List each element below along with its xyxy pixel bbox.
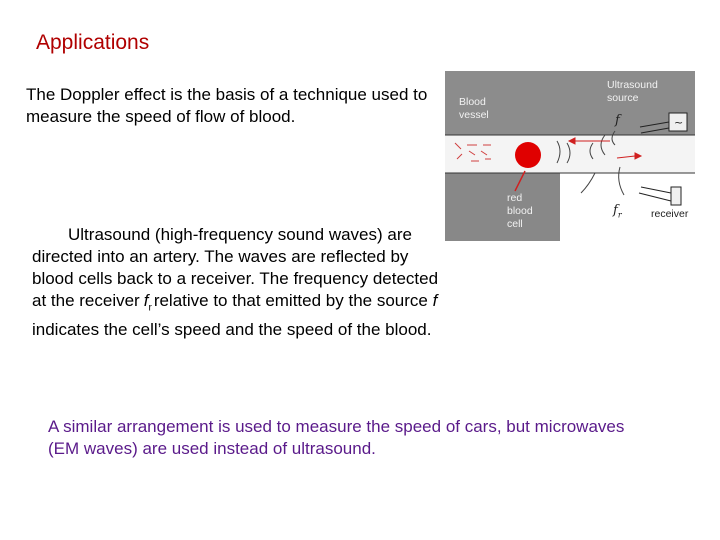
source-frequency-symbol: f: [615, 113, 620, 128]
para2-text-middle: relative to that emitted by the source: [153, 291, 428, 310]
receiver-transducer: [639, 187, 681, 205]
svg-text:~: ~: [674, 116, 684, 129]
fr-subscript: r: [148, 302, 152, 314]
ultrasound-source-label: Ultrasound source: [607, 79, 658, 104]
f-symbol: f: [432, 291, 438, 310]
doppler-diagram: [445, 71, 695, 241]
fr-symbol: $f_r$: [143, 291, 152, 314]
blood-cell-icon: [515, 142, 541, 168]
receiver-label: receiver: [651, 208, 689, 220]
cars-paragraph: A similar arrangement is used to measure the speed of cars, but microwaves (EM waves) are used instead of ultrasound.: [48, 417, 625, 458]
red-blood-cell-label: red blood cell: [507, 192, 533, 230]
intro-paragraph: The Doppler effect is the basis of a technique used to measure the speed of flow of blood.: [26, 85, 428, 126]
slide-title: Applications: [36, 31, 150, 54]
ultrasound-paragraph: [32, 224, 442, 341]
tissue-bottom-panel: [445, 173, 560, 241]
para2-text-after: indicates the cell’s speed and the speed of the blood.: [32, 320, 432, 340]
blood-vessel-label: Blood vessel: [459, 96, 489, 121]
receiver-frequency-symbol: $f_r$: [613, 203, 622, 220]
para2-text-before: Ultrasound (high-frequency sound waves) are directed into an artery. The waves are reflected by blood cells back to a receiver. The frequency detected at the receiver: [32, 225, 439, 310]
